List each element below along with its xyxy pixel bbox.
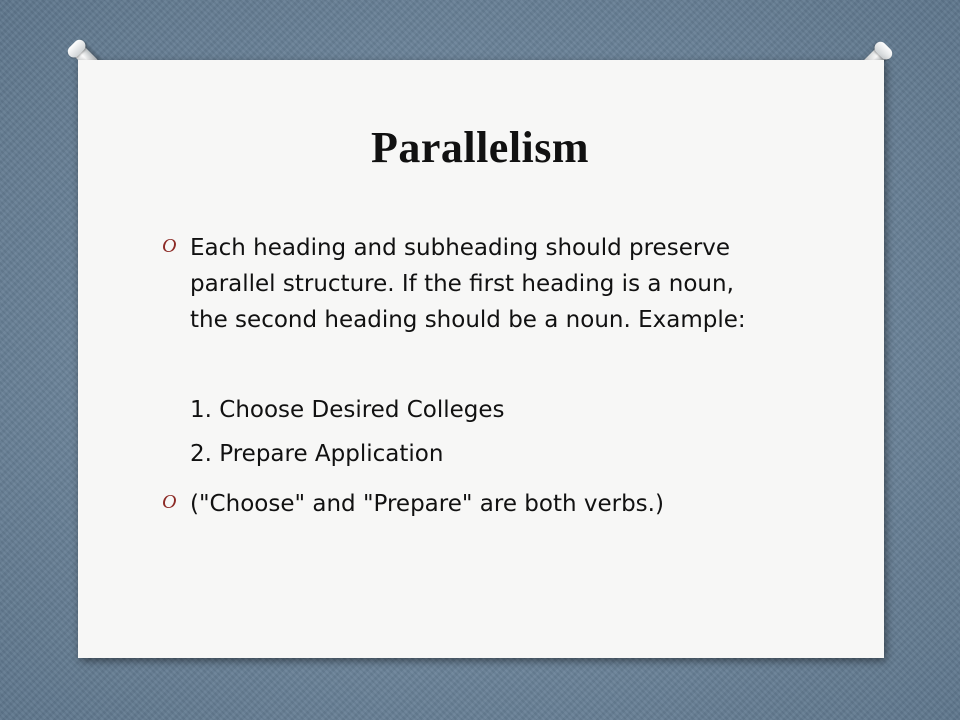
numbered-item: 1. Choose Desired Colleges xyxy=(190,397,505,423)
bullet-text: Each heading and subheading should preserve parallel structure. If the first heading is a noun, the second heading should be a noun. Example: xyxy=(190,235,746,333)
slide-title: Parallelism xyxy=(370,123,590,172)
bullet-text: ("Choose" and "Prepare" are both verbs.) xyxy=(190,491,664,517)
bullet-item xyxy=(162,230,782,380)
bullet-marker-icon: O xyxy=(162,491,177,513)
numbered-item: 2. Prepare Application xyxy=(190,441,444,467)
bullet-item xyxy=(162,486,782,526)
bullet-marker-icon: O xyxy=(162,235,177,257)
